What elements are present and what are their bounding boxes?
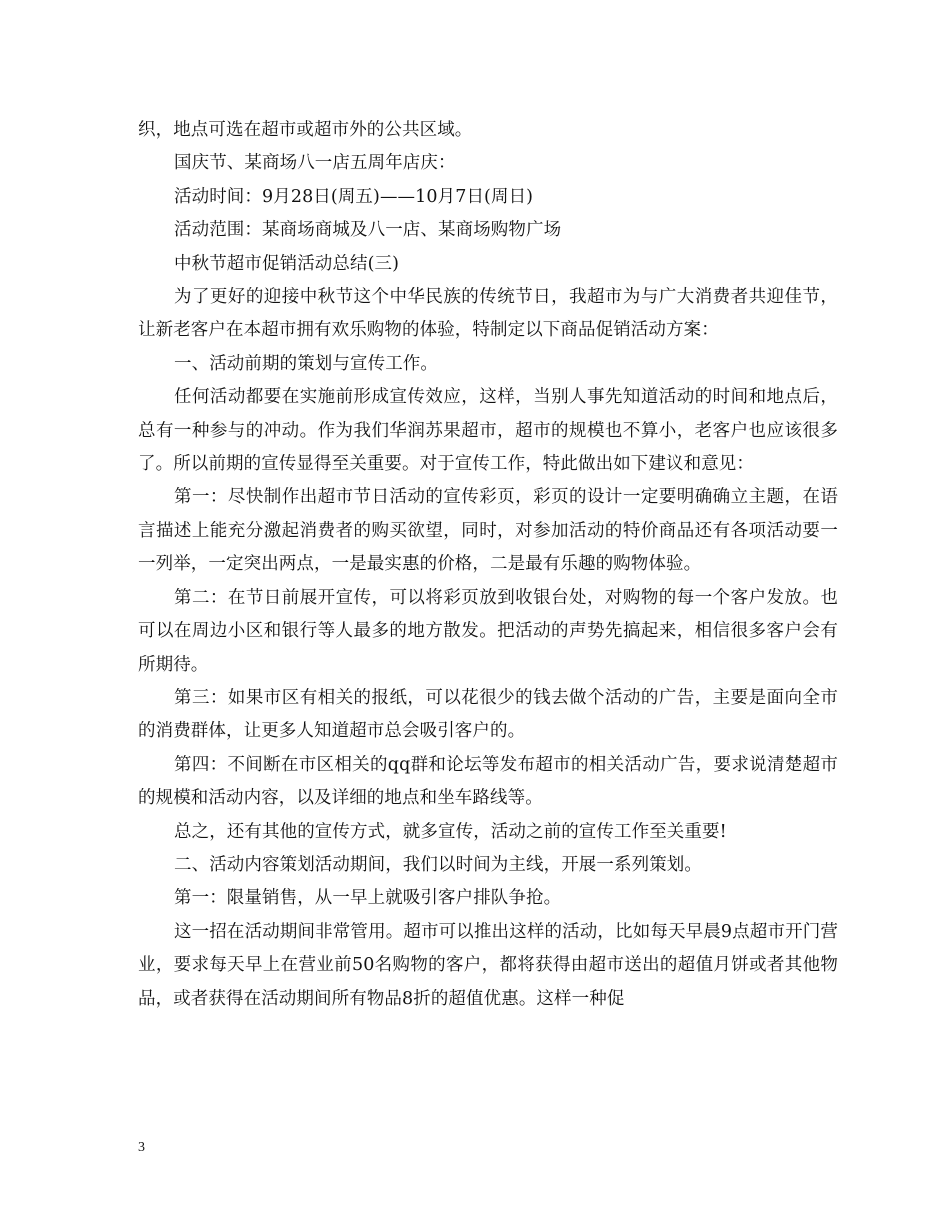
paragraph: 第一：限量销售，从一早上就吸引客户排队争抢。 <box>174 888 562 909</box>
paragraph: 这一招在活动期间非常管用。超市可以推出这样的活动，比如每天早晨9点超市开门营业，要求每天早上在营业前50名购物的客户，都将获得由超市送出的超值月饼或者其他物品，或者获得在活动期间所有物品8折的超值优惠。这样一种促 <box>138 921 838 1009</box>
document-body <box>138 114 838 1016</box>
paragraph: 第三：如果市区有相关的报纸，可以花很少的钱去做个活动的广告，主要是面向全市的消费群体，让更多人知道超市总会吸引客户的。 <box>138 687 838 742</box>
paragraph: 活动时间：9月28日(周五)——10月7日(周日) <box>174 186 534 207</box>
paragraph: 国庆节、某商场八一店五周年店庆： <box>174 153 456 174</box>
paragraph: 中秋节超市促销活动总结(三) <box>174 253 400 274</box>
paragraph: 织，地点可选在超市或超市外的公共区域。 <box>138 120 473 140</box>
paragraph: 一、活动前期的策划与宣传工作。 <box>174 353 438 374</box>
paragraph: 第一：尽快制作出超市节日活动的宣传彩页，彩页的设计一定要明确确立主题，在语言描述上能充分激起消费者的购买欲望，同时，对参加活动的特价商品还有各项活动要一一列举，一定突出两点，一是最实惠的价格，二是最有乐趣的购物体验。 <box>138 487 838 575</box>
page-number: 3 <box>138 1140 145 1155</box>
paragraph: 第二：在节日前展开宣传，可以将彩页放到收银台处，对购物的每一个客户发放。也可以在周边小区和银行等人最多的地方散发。把活动的声势先搞起来，相信很多客户会有所期待。 <box>138 587 838 675</box>
paragraph: 第四：不间断在市区相关的qq群和论坛等发布超市的相关活动广告，要求说清楚超市的规模和活动内容，以及详细的地点和坐车路线等。 <box>138 754 838 809</box>
paragraph: 总之，还有其他的宣传方式，就多宣传，活动之前的宣传工作至关重要! <box>174 821 727 842</box>
paragraph: 为了更好的迎接中秋节这个中华民族的传统节日，我超市为与广大消费者共迎佳节，让新老客户在本超市拥有欢乐购物的体验，特制定以下商品促销活动方案： <box>138 287 838 341</box>
paragraph: 二、活动内容策划活动期间，我们以时间为主线，开展一系列策划。 <box>174 854 702 875</box>
paragraph: 活动范围：某商场商城及八一店、某商场购物广场 <box>174 220 562 241</box>
paragraph: 任何活动都要在实施前形成宣传效应，这样，当别人事先知道活动的时间和地点后，总有一种参与的冲动。作为我们华润苏果超市，超市的规模也不算小，老客户也应该很多了。所以前期的宣传显得至关重要。对于宣传工作，特此做出如下建议和意见： <box>138 387 838 475</box>
